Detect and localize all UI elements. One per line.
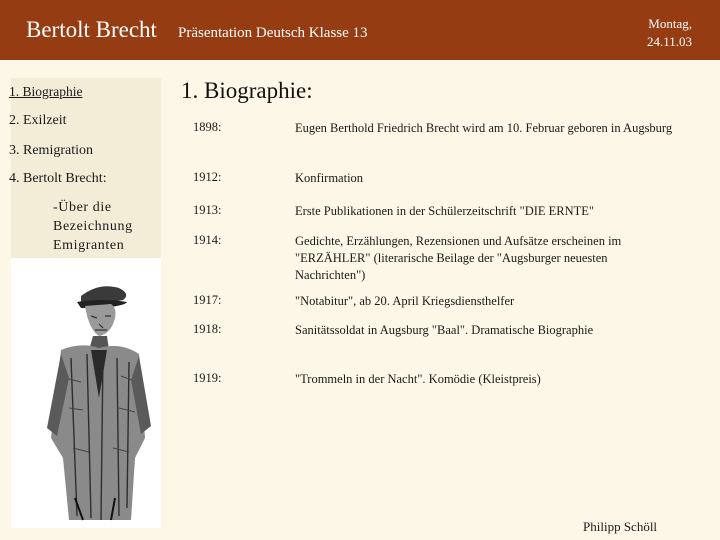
page-title: 1. Biographie: <box>181 78 313 103</box>
timeline-year: 1919: <box>193 371 222 385</box>
timeline-year: 1914: <box>193 233 222 247</box>
sidebar-subitem-emigranten[interactable]: -Über die Bezeichnung Emigranten <box>53 200 133 253</box>
header-bar <box>0 0 720 60</box>
timeline-year: 1917: <box>193 293 222 307</box>
date-weekday: Montag, <box>648 16 692 31</box>
date-value: 24.11.03 <box>646 34 692 49</box>
portrait-sketch-icon <box>11 258 161 528</box>
timeline-text: Gedichte, Erzählungen, Rezensionen und Aufsätze erscheinen im "ERZÄHLER" (literarische Beilage der "Augsburger neuesten Nachrichten") <box>295 234 622 282</box>
timeline-year: 1918: <box>193 322 222 336</box>
timeline-text: Sanitätssoldat in Augsburg "Baal". Dramatische Biographie <box>295 323 594 337</box>
sidebar-item-biographie[interactable]: 1. Biographie <box>9 84 83 99</box>
presentation-subtitle: Präsentation Deutsch Klasse 13 <box>178 25 368 41</box>
sidebar-item-exilzeit[interactable]: 2. Exilzeit <box>9 113 67 128</box>
brecht-portrait <box>11 258 161 528</box>
author-name: Philipp Schöll <box>583 519 658 534</box>
timeline-text: Konfirmation <box>295 171 364 185</box>
sidebar-item-remigration[interactable]: 3. Remigration <box>9 143 93 158</box>
presentation-title: Bertolt Brecht <box>26 17 157 42</box>
timeline-year: 1898: <box>193 120 222 134</box>
timeline-text: Erste Publikationen in der Schülerzeitschrift "DIE ERNTE" <box>295 204 595 218</box>
timeline-year: 1913: <box>193 203 222 217</box>
timeline-text: "Trommeln in der Nacht". Komödie (Kleistpreis) <box>295 372 541 386</box>
date-display <box>612 15 692 51</box>
timeline-year: 1912: <box>193 170 222 184</box>
timeline-text: "Notabitur", ab 20. April Kriegsdiensthelfer <box>295 294 515 308</box>
timeline-text: Eugen Berthold Friedrich Brecht wird am 10. Februar geboren in Augsburg <box>295 121 673 135</box>
sidebar-item-bertolt-brecht[interactable]: 4. Bertolt Brecht: <box>9 171 107 186</box>
